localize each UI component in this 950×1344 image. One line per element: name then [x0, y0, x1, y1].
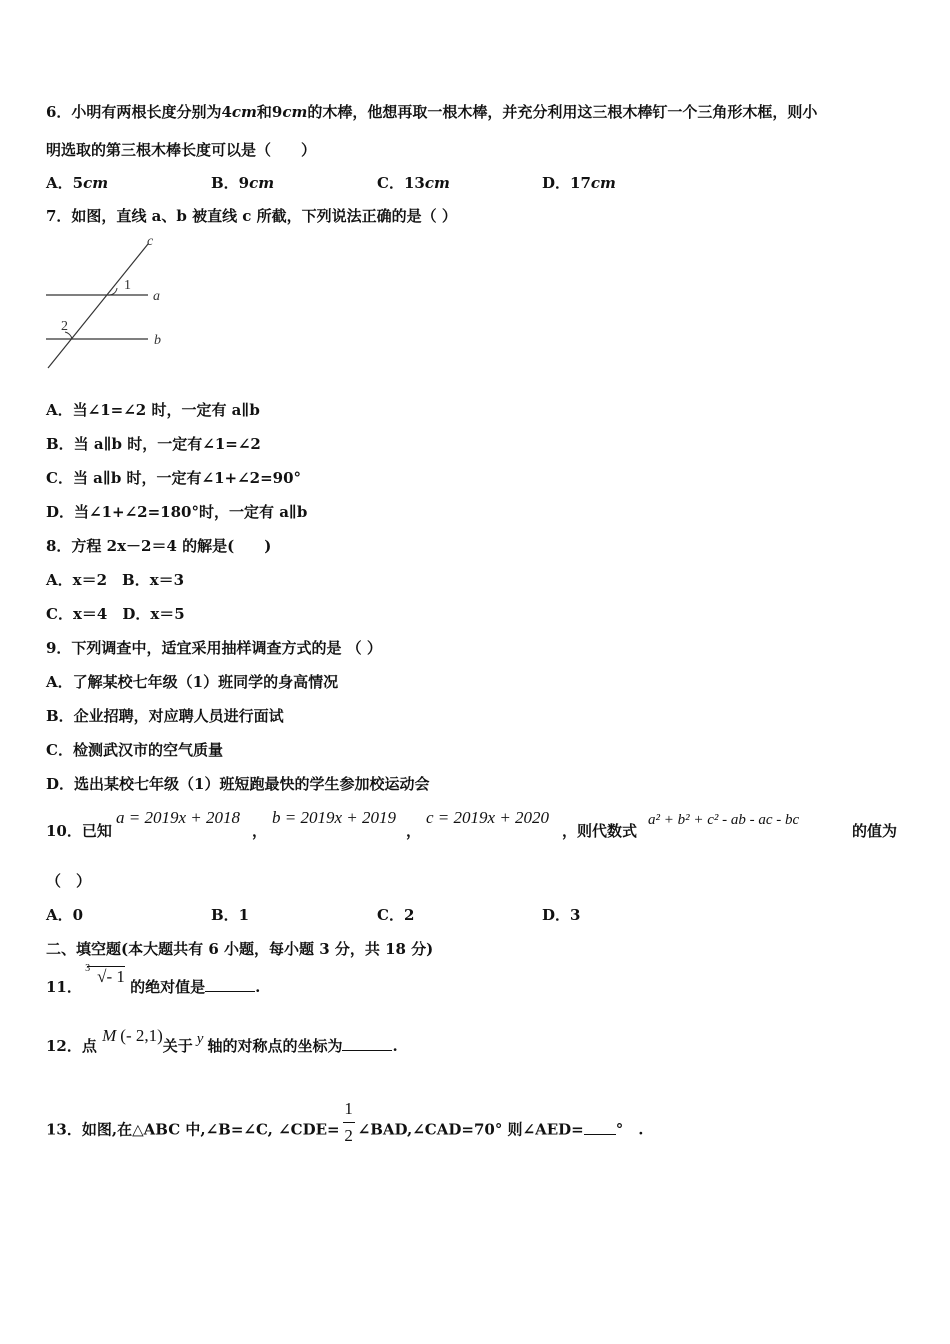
q7-stem: 7．如图，直线 a、b 被直线 c 所截，下列说法正确的是（ ）: [46, 207, 457, 225]
q12-answer-blank[interactable]: [342, 1036, 392, 1051]
q7-option-b: B．当 a∥b 时，一定有∠1=∠2: [46, 435, 261, 453]
q13-answer-blank[interactable]: [584, 1120, 616, 1135]
q8-stem: 8．方程 2x－2＝4 的解是( ): [46, 537, 272, 555]
q7-figure: [40, 232, 180, 372]
q12-point: M: [102, 1026, 117, 1045]
label-a: a: [153, 289, 160, 304]
q8-options-row1: A．x＝2 B．x＝3: [46, 571, 185, 589]
q10-option-a: A．0: [46, 906, 84, 924]
q11-text: 的绝对值是: [130, 978, 206, 996]
q7-option-a: A．当∠1=∠2 时，一定有 a∥b: [46, 401, 260, 419]
q10-eq-a: a = 2019x + 2018: [116, 808, 240, 827]
q12-text-about: 关于: [162, 1037, 193, 1055]
q12-line: 12．点 M (- 2,1)关于 y 轴的对称点的坐标为 .: [46, 1026, 398, 1055]
q9-stem: 9．下列调查中，适宜采用抽样调查方式的是 （ ）: [46, 639, 382, 657]
q7-option-d: D．当∠1+∠2=180°时，一定有 a∥b: [46, 503, 308, 521]
q6-option-b: B．9cm: [211, 174, 275, 192]
q10-mid: ，则代数式: [562, 822, 638, 840]
q6-option-a: A．5cm: [46, 174, 109, 192]
q6-length1: 4: [221, 103, 232, 121]
q6-option-c: C．13cm: [377, 174, 450, 192]
q6-option-d: D．17cm: [542, 174, 616, 192]
q13-line: 13．如图,在△ABC 中,∠B=∠C, ∠CDE= $\frac{1}{2}$ ∠BAD,∠CAD=70° 则∠AED= ° .: [46, 1099, 644, 1145]
q10-comma1: ，: [252, 822, 268, 840]
q6-stem-line1: [46, 102, 817, 122]
q9-option-a: A．了解某校七年级（1）班同学的身高情况: [46, 673, 339, 691]
q9-option-c: C．检测武汉市的空气质量: [46, 741, 223, 759]
q11-number: 11．: [46, 978, 82, 996]
q12-coords: (- 2,1): [120, 1026, 163, 1045]
q12-axis: y: [196, 1031, 204, 1047]
q10-eq-b: b = 2019x + 2019: [272, 808, 396, 827]
q10-expression: a² + b² + c² - ab - ac - bc: [648, 812, 800, 828]
q13-fraction: [343, 1100, 355, 1145]
q10-option-b: B．1: [211, 906, 250, 924]
q10-paren: （ ）: [46, 872, 92, 890]
q11-answer-blank[interactable]: [205, 977, 255, 992]
q6-text: 6．小明有两根长度分别为: [46, 103, 222, 121]
q13-text-rest: ∠BAD,∠CAD=70° 则∠AED=: [357, 1120, 584, 1139]
line-c: [48, 244, 148, 368]
q11-radicand: - 1: [106, 967, 125, 986]
q11-root-index: 3: [85, 963, 91, 974]
label-b: b: [154, 333, 161, 348]
q10-comma2: ，: [406, 822, 422, 840]
q6-text-rest: 的木棒，他想再取一根木棒，并充分利用这三根木棒钉一个三角形木框，则小: [307, 103, 818, 121]
q13-numerator: 1: [344, 1099, 353, 1118]
label-c: c: [147, 234, 154, 249]
q9-option-d: D．选出某校七年级（1）班短跑最快的学生参加校运动会: [46, 775, 430, 793]
angle1-label: 1: [124, 278, 131, 293]
q11-line: 11． 3 √- 1 的绝对值是 .: [46, 977, 260, 997]
q12-text: 12．点: [46, 1037, 97, 1055]
q12-text-rest: 轴的对称点的坐标为: [207, 1037, 343, 1055]
section2-heading: 二、填空题(本大题共有 6 小题，每小题 3 分，共 18 分): [46, 940, 434, 958]
q10-option-d: D．3: [542, 906, 581, 924]
q7-option-c: C．当 a∥b 时，一定有∠1+∠2=90°: [46, 469, 302, 487]
q11-cube-root: 3 √- 1: [87, 967, 125, 987]
q6-unit: cm: [282, 103, 308, 121]
q6-stem-line2: 明选取的第三根木棒长度可以是（ ）: [46, 141, 317, 159]
q6-unit: cm: [231, 103, 257, 121]
q9-option-b: B．企业招聘，对应聘人员进行面试: [46, 707, 284, 725]
q10-prefix: 10．已知: [46, 822, 112, 840]
q10-eq-c: c = 2019x + 2020: [426, 808, 550, 827]
angle2-label: 2: [61, 319, 68, 334]
q10-suffix: 的值为: [852, 822, 898, 840]
q10-option-c: C．2: [377, 906, 415, 924]
q6-length2: 9: [271, 103, 283, 121]
q8-options-row2: C．x＝4 D．x＝5: [46, 605, 185, 623]
q13-text: 13．如图,在△ABC 中,∠B=∠C, ∠CDE=: [46, 1120, 340, 1139]
q6-text-and: 和: [256, 103, 272, 121]
q13-denominator: 2: [344, 1126, 353, 1145]
